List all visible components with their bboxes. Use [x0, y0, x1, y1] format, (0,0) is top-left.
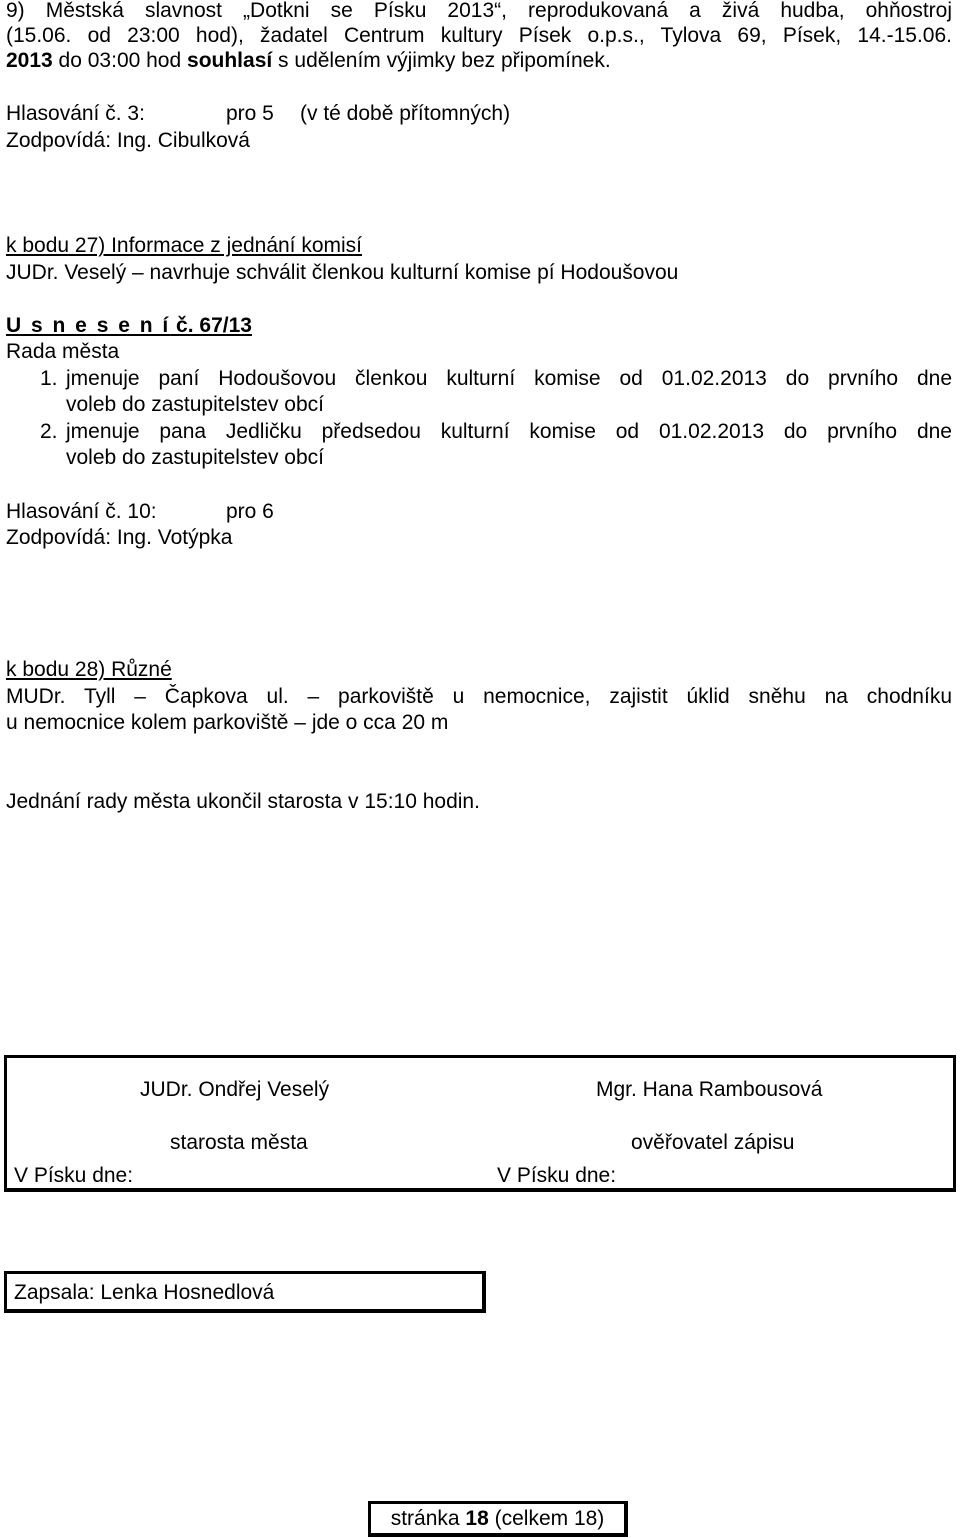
- item27-responsible: Zodpovídá: Ing. Votýpka: [6, 526, 233, 549]
- item9-agree: souhlasí: [187, 49, 273, 72]
- point-2-line1: jmenuje pana Jedličku předsedou kulturní komise od 01.02.2013 do prvního dne: [66, 420, 952, 443]
- item9-line1: 9) Městská slavnost „Dotkni se Písku 2013“, reprodukovaná a živá hudba, ohňostroj: [6, 0, 952, 22]
- item9-rest: s udělením výjimky bez připomínek.: [272, 49, 611, 72]
- point-2-number: 2.: [40, 420, 58, 443]
- verifier-place-date: V Písku dne:: [497, 1164, 617, 1187]
- item27-proposal: JUDr. Veselý – navrhuje schválit členkou kulturní komise pí Hodoušovou: [6, 261, 679, 284]
- item27-heading: k bodu 27) Informace z jednání komisí: [6, 234, 363, 257]
- item27-vote-label: Hlasování č. 10:: [6, 500, 157, 523]
- closing-text: Jednání rady města ukončil starosta v 15:10 hodin.: [6, 790, 480, 813]
- page-footer: [368, 1501, 628, 1537]
- item28-line2: u nemocnice kolem parkoviště – jde o cca 20 m: [6, 711, 449, 734]
- item27-vote-value: pro 6: [226, 500, 274, 523]
- item9-line3: [6, 48, 611, 74]
- mayor-name: JUDr. Ondřej Veselý: [140, 1078, 330, 1101]
- footer-page-number: 18: [465, 1507, 489, 1530]
- item9-vote-label: Hlasování č. 3:: [6, 102, 145, 125]
- resolution-spaced: U s n e s e n í: [6, 314, 171, 337]
- resolution-number: č. 67/13: [170, 314, 252, 337]
- item9-line2: (15.06. od 23:00 hod), žadatel Centrum kultury Písek o.p.s., Tylova 69, Písek, 14.-15.06.: [6, 24, 952, 47]
- point-1-line2: voleb do zastupitelstev obcí: [66, 393, 324, 416]
- mayor-role: starosta města: [170, 1131, 308, 1154]
- verifier-name: Mgr. Hana Rambousová: [596, 1078, 823, 1101]
- item9-vote-note: (v té době přítomných): [300, 102, 511, 125]
- point-1-number: 1.: [40, 367, 58, 390]
- item28-heading: k bodu 28) Různé: [6, 658, 172, 681]
- verifier-role: ověřovatel zápisu: [631, 1131, 795, 1154]
- resolution-title: [6, 313, 252, 339]
- item9-time: do 03:00 hod: [52, 49, 188, 72]
- council-label: Rada města: [6, 340, 120, 363]
- footer-prefix: stránka: [390, 1507, 466, 1530]
- mayor-place-date: V Písku dne:: [14, 1164, 134, 1187]
- point-2-line2: voleb do zastupitelstev obcí: [66, 446, 324, 469]
- footer-suffix: (celkem 18): [488, 1507, 605, 1530]
- recorder-text: Zapsala: Lenka Hosnedlová: [14, 1281, 275, 1304]
- item28-line1: MUDr. Tyll – Čapkova ul. – parkoviště u nemocnice, zajistit úklid sněhu na chodníku: [6, 685, 952, 708]
- point-1-line1: jmenuje paní Hodoušovou členkou kulturní komise od 01.02.2013 do prvního dne: [66, 367, 952, 390]
- item9-year: 2013: [6, 49, 53, 72]
- signature-box: [4, 1055, 956, 1192]
- item9-responsible: Zodpovídá: Ing. Cibulková: [6, 129, 250, 152]
- item9-vote-value: pro 5: [226, 102, 274, 125]
